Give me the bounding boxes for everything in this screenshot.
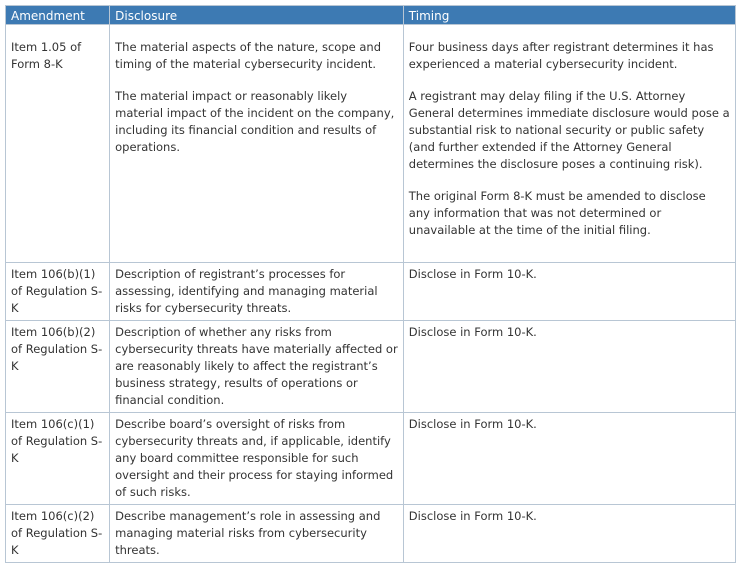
table-row	[6, 25, 736, 263]
timing-cell: Disclose in Form 10-K.	[403, 263, 735, 321]
amendment-cell: Item 106(c)(2) of Regulation S-K	[6, 505, 110, 563]
amendment-cell: Item 106(c)(1) of Regulation S-K	[6, 413, 110, 505]
table-row	[6, 505, 736, 563]
amendment-cell: Item 106(b)(1) of Regulation S-K	[6, 263, 110, 321]
disclosure-cell: Describe board’s oversight of risks from cybersecurity threats and, if applicable, identify any board committee responsible for such oversight and their process for staying informed of such risks.	[110, 413, 404, 505]
timing-cell: Disclose in Form 10-K.	[403, 505, 735, 563]
disclosure-paragraph: The material aspects of the nature, scope and timing of the material cybersecurity incident.	[115, 40, 381, 71]
timing-cell: Disclose in Form 10-K.	[403, 413, 735, 505]
disclosure-table	[5, 5, 736, 563]
timing-paragraph: A registrant may delay filing if the U.S. Attorney General determines immediate disclosure would pose a substantial risk to national security or public safety (and further extended if the Attorney General determines the disclosure poses a continuing risk).	[408, 89, 730, 171]
disclosure-paragraph: The material impact or reasonably likely material impact of the incident on the company, including its financial condition and results of operations.	[115, 89, 395, 154]
timing-paragraph: Four business days after registrant determines it has experienced a material cybersecurity incident.	[408, 40, 714, 71]
table-row	[6, 321, 736, 413]
header-disclosure: Disclosure	[110, 6, 404, 25]
disclosure-cell	[110, 25, 404, 263]
disclosure-cell: Describe management’s role in assessing and managing material risks from cybersecurity threats.	[110, 505, 404, 563]
table-row	[6, 263, 736, 321]
table-row	[6, 413, 736, 505]
header-amendment: Amendment	[6, 6, 110, 25]
timing-paragraph: The original Form 8-K must be amended to disclose any information that was not determined or unavailable at the time of the initial filing.	[408, 189, 706, 237]
disclosure-cell: Description of registrant’s processes for assessing, identifying and managing material risks for cybersecurity threats.	[110, 263, 404, 321]
disclosure-cell: Description of whether any risks from cybersecurity threats have materially affected or are reasonably likely to affect the registrant’s business strategy, results of operations or financial condition.	[110, 321, 404, 413]
amendment-cell: Item 106(b)(2) of Regulation S-K	[6, 321, 110, 413]
timing-cell	[403, 25, 735, 263]
header-timing: Timing	[403, 6, 735, 25]
header-row	[6, 6, 736, 25]
timing-cell: Disclose in Form 10-K.	[403, 321, 735, 413]
amendment-cell: Item 1.05 of Form 8-K	[6, 25, 110, 263]
